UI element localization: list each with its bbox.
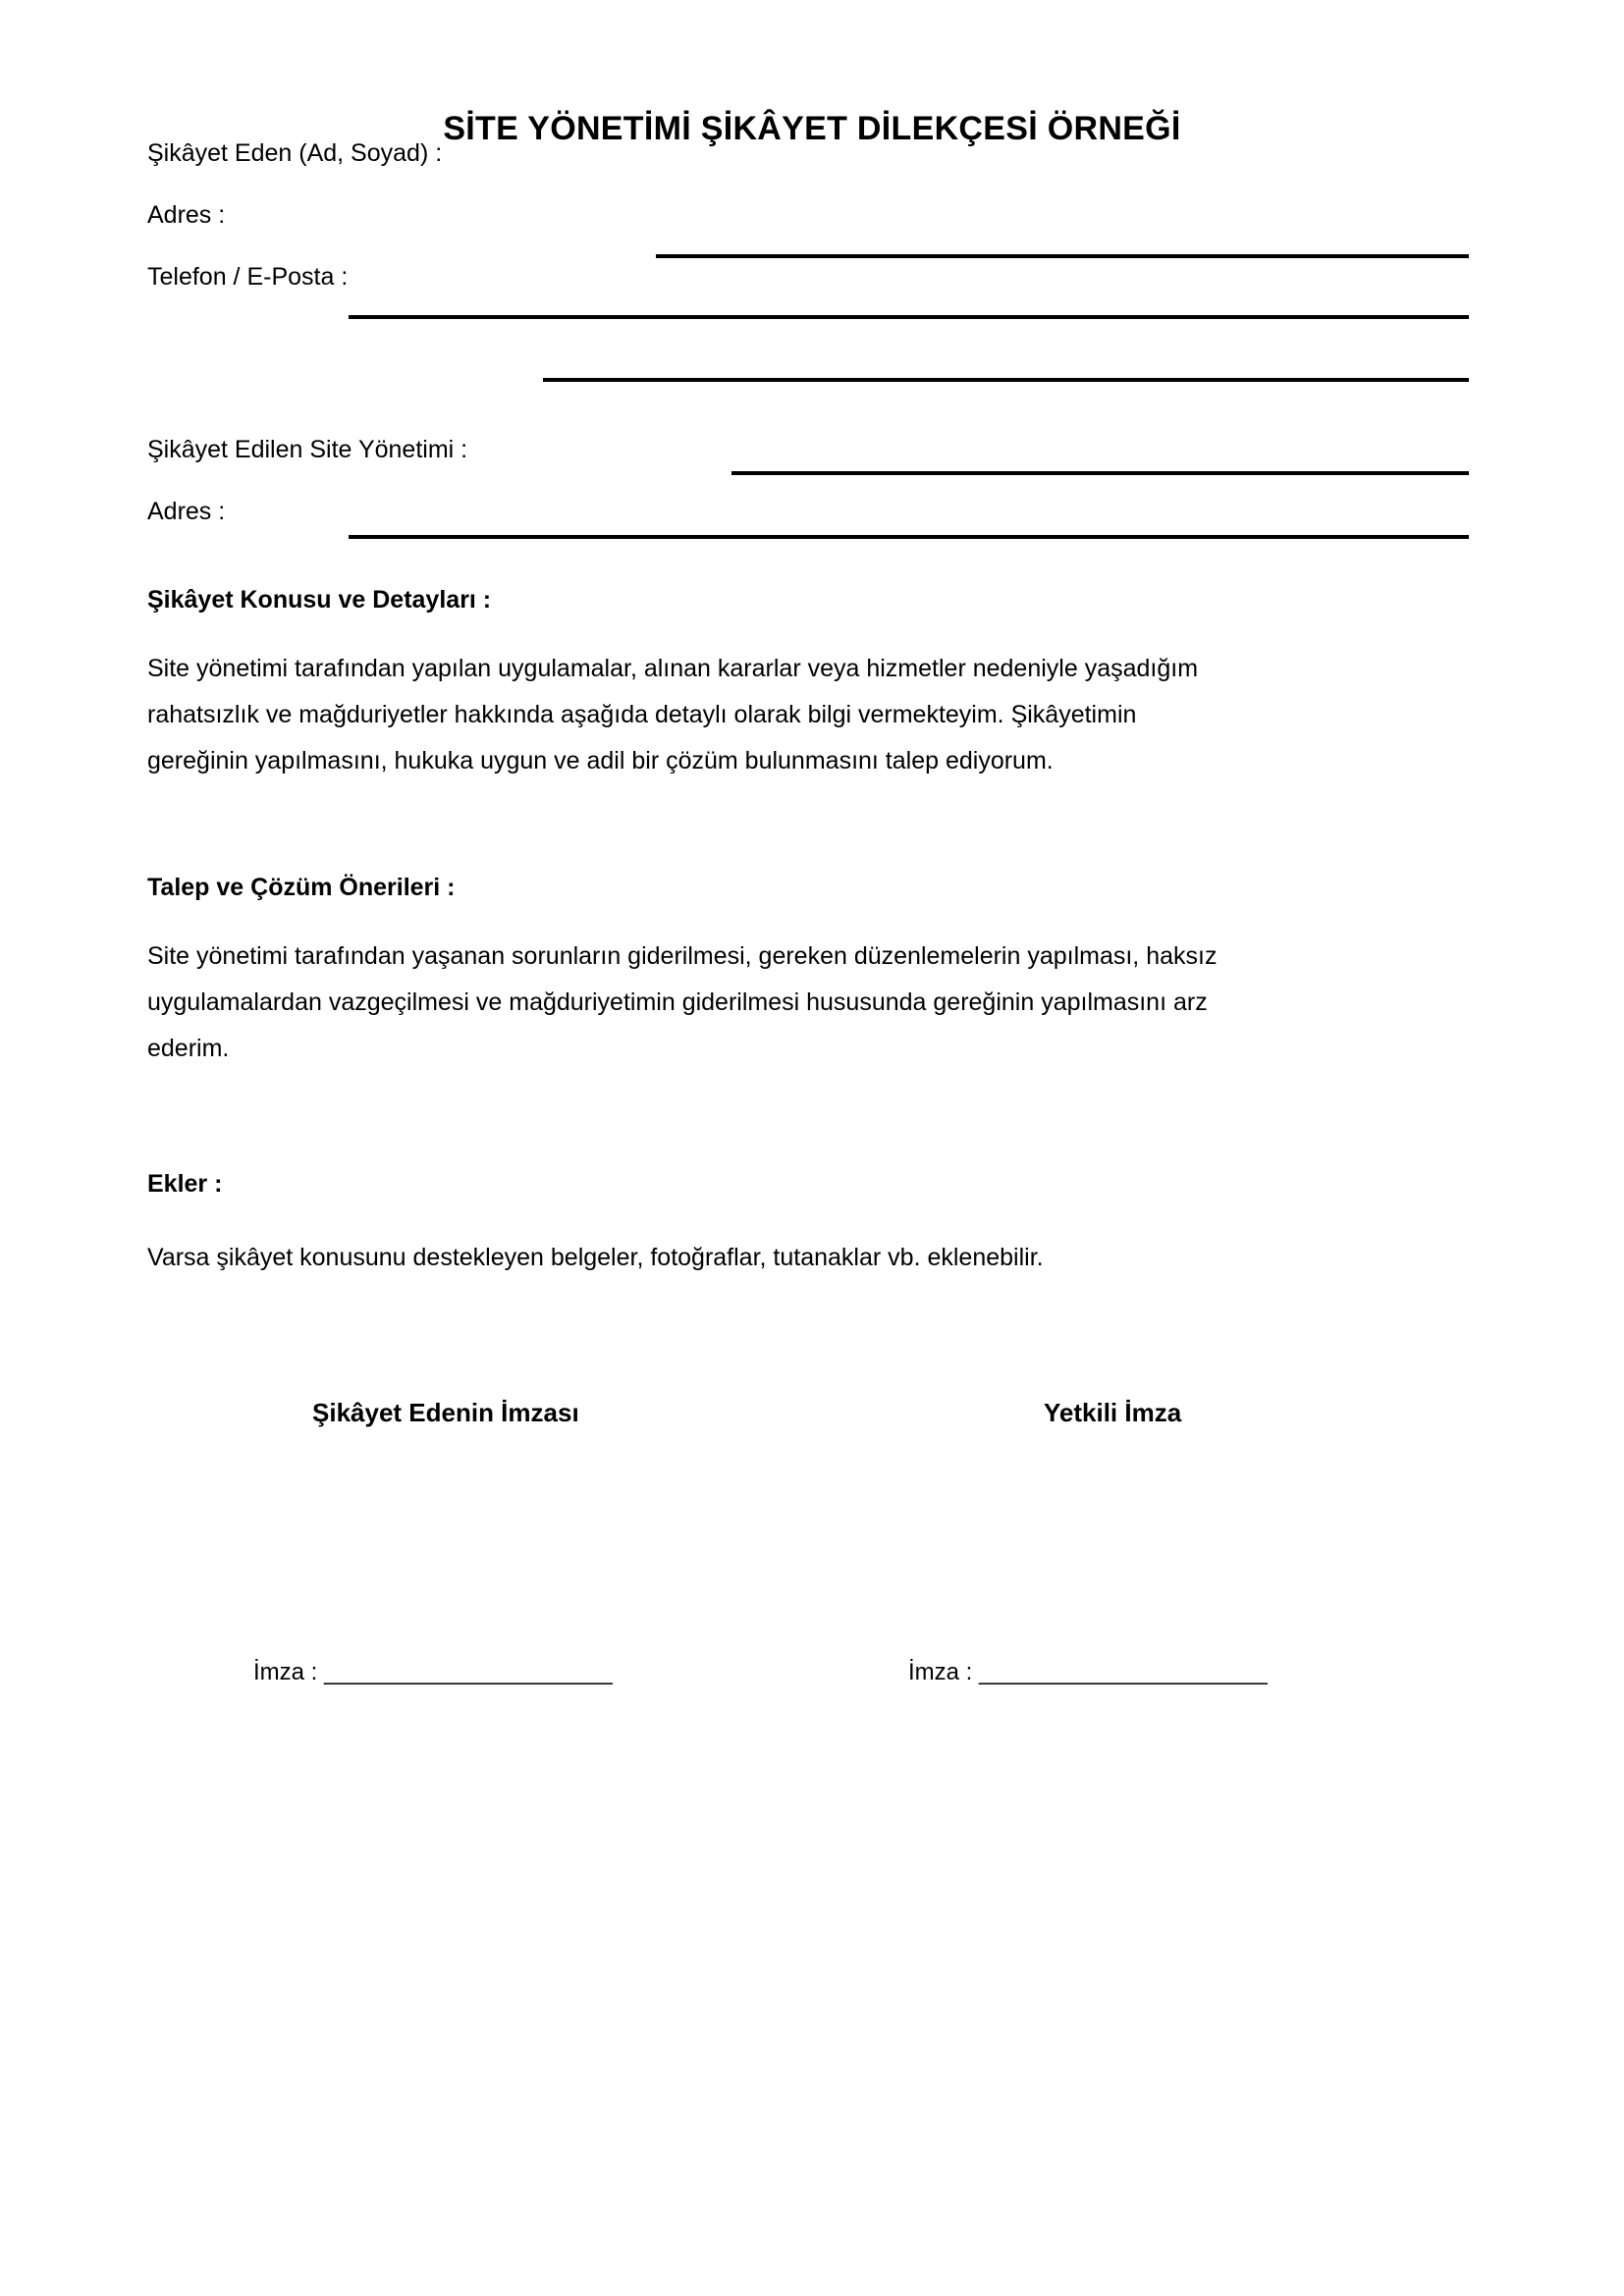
section-body-complaint-subject: [147, 646, 1453, 784]
field-input-respondent-management[interactable]: [731, 471, 1469, 475]
page-title: SİTE YÖNETİMİ ŞİKÂYET DİLEKÇESİ ÖRNEĞİ: [443, 110, 1181, 147]
section-body-line: ederim.: [147, 1035, 230, 1062]
section-body-line: gereğinin yapılmasını, hukuka uygun ve adil bir çözüm bulunmasını talep ediyorum.: [147, 747, 1054, 774]
field-label-complainant-name: Şikâyet Eden (Ad, Soyad) :: [147, 139, 443, 167]
field-input-complainant-contact[interactable]: [543, 378, 1469, 382]
section-heading-complaint-subject: Şikâyet Konusu ve Detayları :: [147, 586, 492, 614]
field-input-complainant-name[interactable]: [656, 254, 1469, 258]
field-label-respondent-management: Şikâyet Edilen Site Yönetimi :: [147, 436, 468, 463]
section-heading-attachments: Ekler :: [147, 1170, 223, 1198]
section-body-line: Site yönetimi tarafından yaşanan sorunların giderilmesi, gereken düzenlemelerin yapılması, haksız: [147, 942, 1218, 970]
section-heading-requests: Talep ve Çözüm Önerileri :: [147, 874, 456, 901]
signature-heading-complainant: Şikâyet Edenin İmzası: [312, 1398, 579, 1427]
field-input-respondent-address[interactable]: [349, 535, 1469, 539]
section-body-line: Varsa şikâyet konusunu destekleyen belgeler, fotoğraflar, tutanaklar vb. eklenebilir.: [147, 1244, 1044, 1271]
section-body-line: uygulamalardan vazgeçilmesi ve mağduriyetimin giderilmesi hususunda gereğinin yapılmasını arz: [147, 988, 1208, 1016]
section-body-line: rahatsızlık ve mağduriyetler hakkında aşağıda detaylı olarak bilgi vermekteyim. Şikâyetimin: [147, 701, 1137, 728]
field-input-complainant-address[interactable]: [349, 315, 1469, 319]
section-body-line: Site yönetimi tarafından yapılan uygulamalar, alınan kararlar veya hizmetler nedeniyle yaşadığım: [147, 655, 1199, 682]
field-label-complainant-address: Adres :: [147, 201, 226, 229]
section-body-requests: [147, 934, 1453, 1072]
signature-line-complainant[interactable]: İmza : ______________________: [253, 1659, 613, 1685]
signature-heading-authority: Yetkili İmza: [1044, 1398, 1182, 1427]
section-body-attachments: [147, 1235, 1453, 1281]
field-label-respondent-address: Adres :: [147, 498, 226, 525]
signature-line-authority[interactable]: İmza : ______________________: [908, 1659, 1268, 1685]
field-label-complainant-contact: Telefon / E-Posta :: [147, 263, 349, 291]
